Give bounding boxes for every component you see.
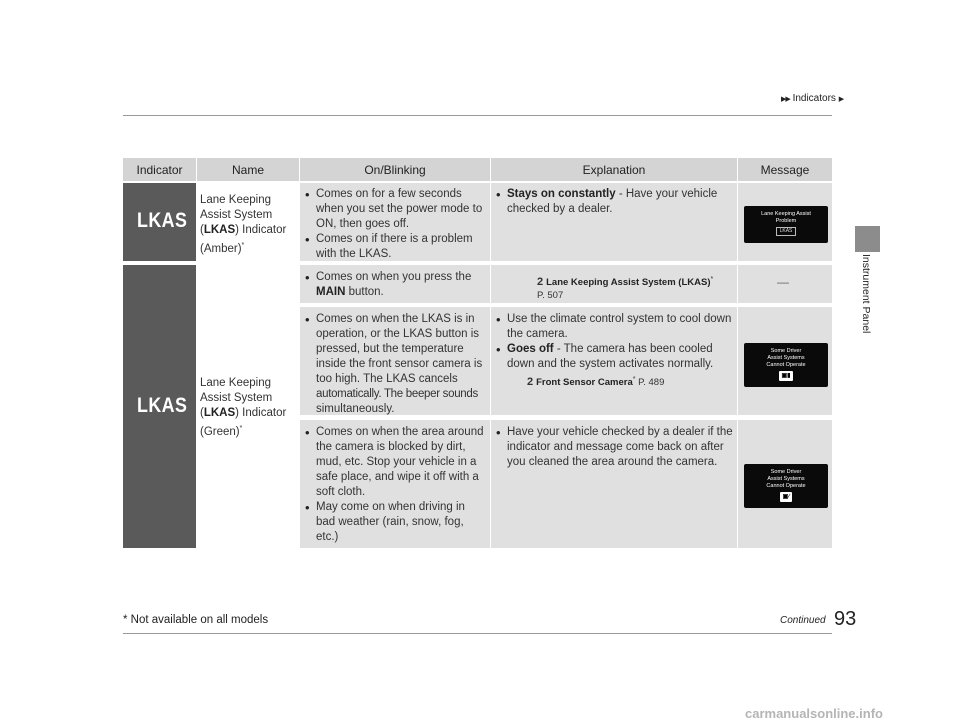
line: • Comes on for a few seconds (316, 188, 462, 200)
name-line (200, 406, 298, 421)
lkas-green-indicator-icon: LKAS (137, 394, 188, 417)
message-display-systems-cannot-operate (744, 343, 828, 387)
name-line: Lane Keeping (200, 377, 271, 389)
bullet-item (305, 270, 489, 300)
on-green-row2-cell (300, 307, 490, 415)
message-green-row1-cell (738, 265, 832, 303)
line: • Comes on if there is a problem (316, 233, 473, 245)
line: • Comes on when the area around (316, 426, 484, 438)
xref-title: Lane Keeping Assist System (LKAS) (546, 277, 711, 289)
footnote-mark: * (241, 242, 245, 249)
name-last: (Amber) (200, 242, 242, 255)
cross-reference-lkas[interactable] (537, 273, 737, 302)
line (316, 285, 489, 300)
message-amber-cell (738, 183, 832, 261)
name-line (200, 421, 298, 440)
explanation-green-row2-cell (491, 307, 737, 415)
bullet-item (496, 425, 736, 470)
line: the camera. (507, 328, 568, 340)
name-green (200, 376, 298, 440)
screen-line: Some Driver (770, 469, 802, 475)
message-display-systems-cannot-operate (744, 464, 828, 508)
no-message-dash: — (777, 275, 789, 289)
line: the camera is blocked by dirt, (316, 441, 466, 453)
continued-label: Continued (780, 615, 826, 626)
reference-arrow-icon: 2 (537, 276, 544, 289)
message-green-row3-cell (738, 420, 832, 548)
bullet-item (305, 500, 489, 545)
line: indicator and message come back on after (507, 441, 724, 453)
screen-line: Assist Systems (767, 476, 805, 482)
footnote-mark: * (710, 276, 714, 283)
line: automatically. The beeper sounds (316, 388, 478, 400)
footnote-mark: * (632, 376, 636, 383)
name-line (200, 238, 298, 257)
bullet-item (305, 232, 489, 262)
camera-blocked-icon: ▣∕ (780, 492, 793, 502)
name-amber-cell (197, 183, 299, 261)
screen-line: Lane Keeping Assist (761, 211, 811, 217)
bullet-item (305, 187, 489, 232)
line: • Comes on when the LKAS is in (316, 313, 475, 325)
bullet-item (305, 312, 489, 417)
explanation-green-row3-text (496, 425, 736, 470)
xref-line (537, 273, 737, 289)
explanation-amber-text (496, 187, 736, 217)
screen-line: Problem (775, 218, 797, 224)
line: • May come on when driving in (316, 501, 465, 513)
breadcrumb-label: Indicators (792, 93, 836, 104)
message-display-lkas-problem (744, 206, 828, 243)
cross-reference-front-sensor-camera[interactable] (527, 373, 736, 389)
col-header-explanation: Explanation (491, 158, 737, 181)
name-rest: ) Indicator (235, 407, 287, 419)
col-header-name: Name (197, 158, 299, 181)
line: mud, etc. Stop your vehicle in a (316, 456, 477, 468)
text: - The camera has been cooled (553, 343, 713, 355)
bold-label: MAIN (316, 286, 346, 298)
paren: ( (200, 224, 204, 236)
line: bad weather (rain, snow, fog, (316, 516, 464, 528)
line: too high. The LKAS cancels (316, 373, 458, 385)
on-green-row1-cell (300, 265, 490, 303)
xref-page: P. 489 (635, 377, 665, 389)
line: ON, then goes off. (316, 218, 410, 230)
screen-line: Some Driver (770, 348, 802, 354)
explanation-green-row1-cell (491, 265, 737, 303)
line: soft cloth. (316, 486, 366, 498)
name-line: Lane Keeping (200, 194, 271, 206)
line: etc.) (316, 531, 339, 543)
line (507, 342, 736, 357)
bold-label: Stays on constantly (507, 188, 616, 200)
screen-line: Assist Systems (767, 355, 805, 361)
name-bold: LKAS (203, 407, 236, 419)
xref-page: P. 507 (537, 290, 564, 302)
bold-label: Goes off (507, 343, 554, 355)
line: down and the system activates normally. (507, 358, 714, 370)
text: button. (345, 286, 384, 298)
text: - Have your vehicle (615, 188, 718, 200)
indicator-amber-cell (123, 183, 196, 261)
line: safe place, and wipe it off with a (316, 471, 479, 483)
line: • Have your vehicle checked by a dealer if the (507, 426, 733, 438)
line: when you set the power mode to (316, 203, 483, 215)
line: pressed, but the temperature (316, 343, 464, 355)
camera-temperature-icon: ▣▮ (779, 371, 794, 381)
line: operation, or the LKAS button is (316, 328, 480, 340)
arrow-icon: ▶ (838, 96, 844, 103)
name-last: (Green) (200, 425, 240, 438)
on-green-row3-text (305, 425, 489, 545)
double-arrow-icon: ▶▶ (781, 96, 790, 103)
bullet-item (305, 425, 489, 500)
name-amber (200, 193, 298, 257)
screen-line: Cannot Operate (766, 483, 806, 489)
name-line: Assist System (200, 392, 273, 404)
name-line (200, 223, 298, 238)
bullet-item (496, 187, 736, 217)
on-amber-text (305, 187, 489, 262)
bullet-item (496, 312, 736, 342)
watermark: carmanualsonline.info (745, 706, 883, 721)
line: with the LKAS. (316, 248, 392, 260)
bullet-item (496, 342, 736, 389)
lkas-amber-indicator-icon: LKAS (137, 209, 188, 232)
footer-rule (123, 633, 832, 634)
explanation-green-row2-text (496, 312, 736, 389)
xref-title: Front Sensor Camera (536, 377, 633, 389)
header-rule (123, 115, 832, 116)
line: checked by a dealer. (507, 203, 613, 215)
col-header-indicator: Indicator (123, 158, 196, 181)
footnote-mark: * (239, 425, 243, 432)
explanation-green-row3-cell (491, 420, 737, 548)
paren: ( (200, 407, 204, 419)
name-bold: LKAS (203, 224, 236, 236)
line: inside the front sensor camera is (316, 358, 483, 370)
page-number: 93 (834, 608, 857, 630)
breadcrumb (781, 93, 843, 104)
col-header-message: Message (738, 158, 832, 181)
on-green-row3-cell (300, 420, 490, 548)
on-green-row2-text (305, 312, 489, 417)
line: • Use the climate control system to cool down (507, 313, 732, 325)
footnote: * Not available on all models (123, 614, 269, 626)
section-label: Instrument Panel (860, 254, 872, 334)
lkas-badge-icon: LKAS (776, 227, 797, 236)
line (507, 187, 736, 202)
on-amber-cell (300, 183, 490, 261)
col-header-on-blinking: On/Blinking (300, 158, 490, 181)
indicator-green-cell (123, 265, 196, 548)
name-green-cell (197, 265, 299, 548)
reference-arrow-icon: 2 (527, 376, 534, 389)
explanation-amber-cell (491, 183, 737, 261)
line: simultaneously. (316, 403, 395, 415)
name-line: Assist System (200, 209, 273, 221)
message-green-row2-cell (738, 307, 832, 415)
line: • Comes on when you press the (316, 271, 472, 283)
section-tab-marker (855, 226, 880, 252)
on-green-row1-text (305, 270, 489, 300)
line: you cleaned the area around the camera. (507, 456, 718, 468)
screen-line: Cannot Operate (766, 362, 806, 368)
name-rest: ) Indicator (235, 224, 287, 236)
